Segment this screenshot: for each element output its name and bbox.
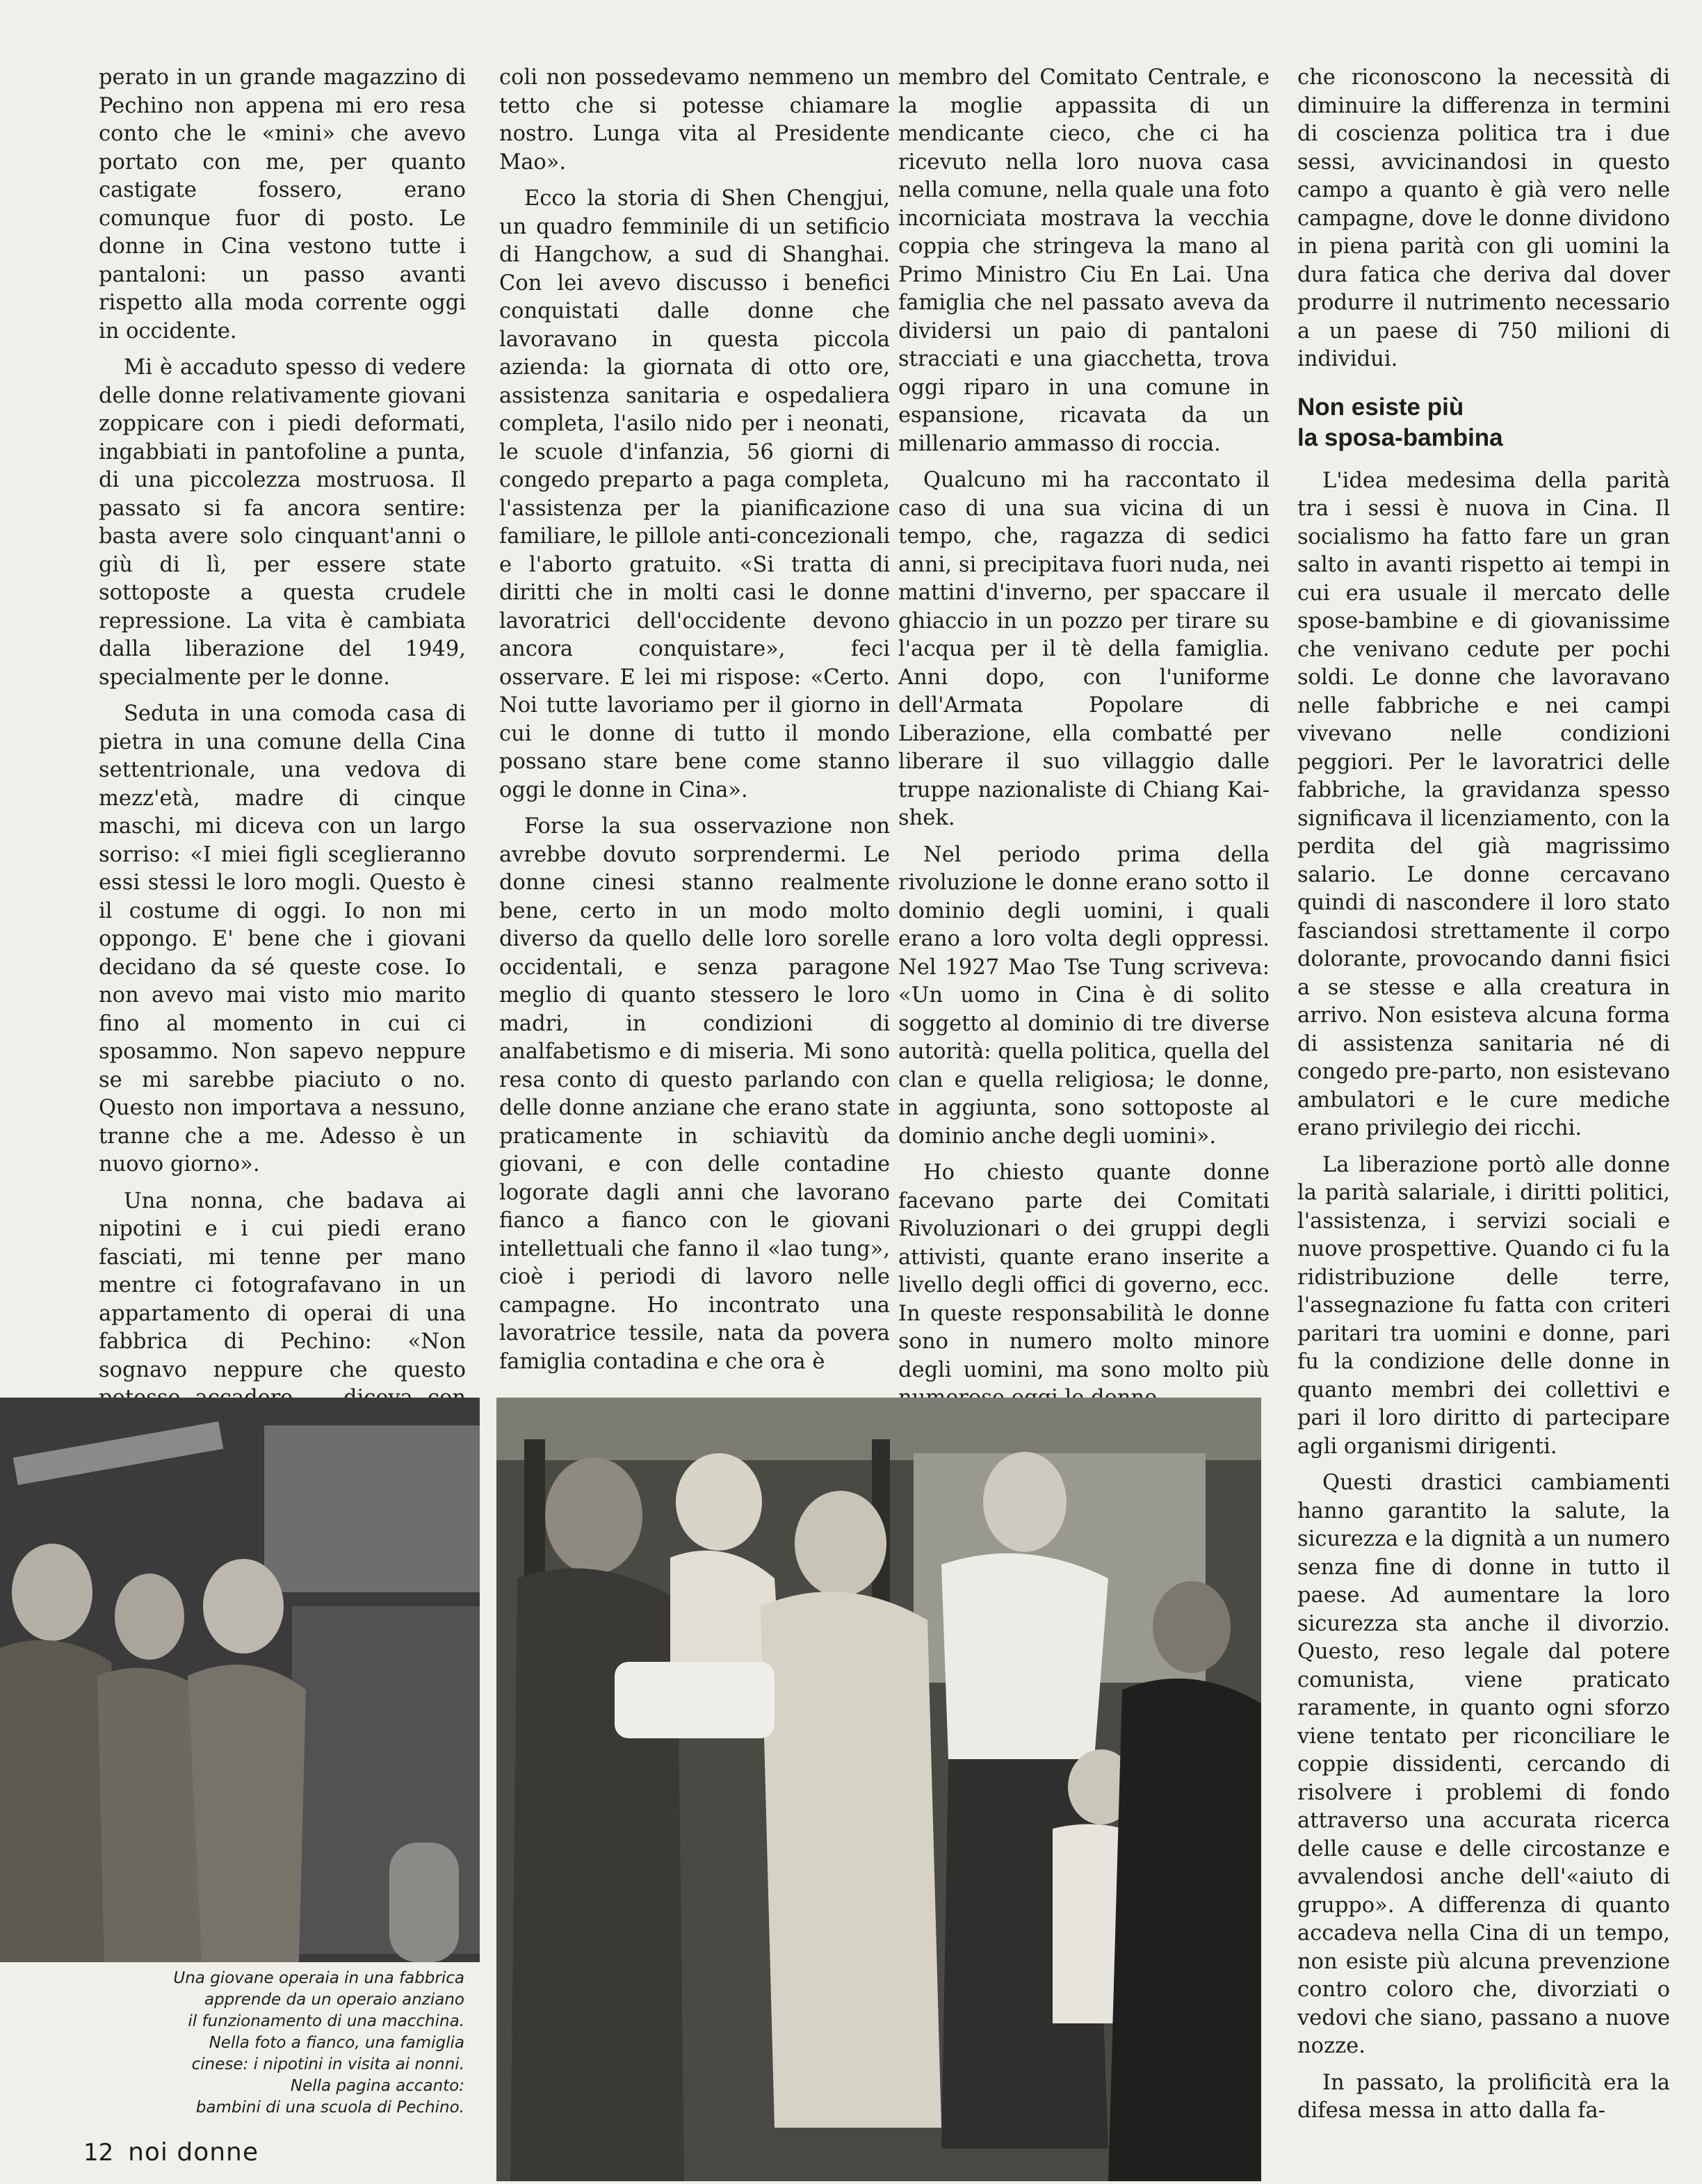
- article-column-1: [99, 64, 466, 1385]
- paragraph: Ho chiesto quante donne facevano parte dei Comitati Rivoluzionari o dei gruppi degli attivisti, quante erano inserite a livello degli offici di governo, ecc. In queste responsabilità le donne sono in numero molto minore degli uomini, ma sono molto più: [898, 1160, 1270, 1382]
- paragraph: membro del Comitato Centrale, e la moglie appassita di un mendicante cieco, che ci ha ricevuto nella loro nuova casa nella comune, nella quale una foto incorniciata mostrava la vecchia coppia che stringeva la mano al Primo Ministro Ciu En Lai. Una famiglia che nel passato aveva da dividersi un paio di pantaloni stracciati e una giacchetta, trova oggi riparo in una comune in espansione, ricavata da un millenario ammasso di roccia.: [898, 65, 1270, 456]
- paragraph: coli non possedevamo nemmeno un tetto che si potesse chiamare nostro. Lunga vita al Presidente Mao».: [499, 65, 890, 175]
- paragraph: Forse la sua osservazione non avrebbe dovuto sorprendermi. Le donne cinesi stanno realmente bene, certo in un modo molto diverso da quello delle loro sorelle occidentali, e senza paragone meglio di quanto stessero le loro madri, in condizioni di analfabetismo e di miseria. Mi sono resa conto di questo parlando con delle donne anziane che erano state praticamente in schiavitù da giovani, e con delle contadine logorate dagli anni che lavorano fianco a fianco con le giovani intellettuali che fanno il «lao tung», cioè i periodi di lavoro nelle campagne. Ho incontrato una lavoratrice tessile, nata da povera famiglia contadina e che ora è: [499, 814, 890, 1374]
- paragraph: L'idea medesima della parità tra i sessi è nuova in Cina. Il socialismo ha fatto fare un gran salto in avanti rispetto ai tempi in cui era usuale il mercato delle spose-bambine e di giovanissime che venivano cedute per pochi soldi. Le donne che lavoravano nelle fabbriche e nei campi vivevano nelle condizioni peggiori. Per le lavoratrici delle fabbriche, la gravidanza spesso significava il licenziamento, con la perdita del già magrissimo salario. Le donne cercavano quindi di nascondere il loro stato fasciandosi strettamente il corpo dolorante, provocando danni fisici a se stesse e alla creatura in arrivo. Non esisteva alcuna forma di assistenza sanitaria né di congedo pre-parto, non esistevano ambulatori e le cure mediche erano privilegio dei ricchi.: [1297, 468, 1670, 1140]
- paragraph: Qualcuno mi ha raccontato il caso di una sua vicina di un tempo, che, ragazza di sedici anni, si precipitava fuori nuda, nei mattini d'inverno, per spaccare il ghiaccio in un pozzo per tirare su l'acqua per il tè della famiglia. Anni dopo, con l'uniforme dell'Armata Popolare di Liberazione, ella combatté per liberare il suo villaggio dalle truppe nazionaliste di Chiang Kai-shek.: [898, 468, 1270, 830]
- paragraph: che riconoscono la necessità di diminuire la differenza in termini di coscienza politica tra i due sessi, avvicinandosi in questo campo a quanto è già vero nelle campagne, dove le donne dividono in piena parità con gli uomini la dura fatica che deriva dal dover produrre il nutrimento necessario a un paese di 750 milioni di individui.: [1297, 65, 1670, 371]
- photo-family-visit: [496, 1398, 1261, 2181]
- paragraph: Mi è accaduto spesso di vedere delle donne relativamente giovani zoppicare con i piedi deformati, ingabbiati in pantofoline a punta, di una piccolezza mostruosa. Il passato si fa ancora sentire: basta avere solo cinquant'anni o giù di lì, per essere state sottoposte a questa crudele repressione. La vita è cambiata dalla liberazione del 1949, specialmente per le donne.: [99, 355, 466, 690]
- page-number: 12: [83, 2139, 114, 2167]
- caption-line: Nella foto a fianco, una famiglia: [209, 2034, 464, 2052]
- subheading-line-1: Non esiste più: [1297, 393, 1464, 421]
- article-column-3: [898, 64, 1270, 1385]
- subheading-line-2: la sposa-bambina: [1297, 423, 1503, 451]
- caption-line: cinese: i nipotini in visita ai nonni.: [191, 2055, 464, 2073]
- article-column-2: [499, 64, 890, 1385]
- caption-line: Nella pagina accanto:: [290, 2077, 464, 2095]
- paragraph: La liberazione portò alle donne la parità salariale, i diritti politici, l'assistenza, i servizi sociali e nuove prospettive. Quando ci fu la ridistribuzione delle terre, l'assegnazione fu fatta con criteri paritari tra uomini e donne, pari fu la condizione delle donne in quanto membri dei collettivi e pari il loro diritto di partecipare agli organismi dirigenti.: [1297, 1152, 1670, 1459]
- paragraph: Nel periodo prima della rivoluzione le donne erano sotto il dominio degli uomini, i quali erano a loro volta degli oppressi. Nel 1927 Mao Tse Tung scriveva: «Un uomo in Cina è di solito soggetto al dominio di tre diverse autorità: quella politica, quella del clan e quella religiosa; le donne, in aggiunta, sono sottoposte al dominio anche degli uomini».: [898, 842, 1270, 1149]
- photo-caption: [75, 1968, 464, 2119]
- page-footer: [83, 2138, 259, 2167]
- magazine-logo: noi donne: [128, 2138, 259, 2167]
- photo-factory-workers: [0, 1398, 480, 1962]
- section-subheading: [1297, 392, 1670, 453]
- caption-line: il funzionamento di una macchina.: [188, 2012, 464, 2030]
- photo-factory-workers-art: [0, 1398, 480, 1962]
- paragraph: Una nonna, che badava ai nipotini e i cui piedi erano fasciati, mi tenne per mano mentre ci fotografavano in un appartamento di operai di una fabbrica di Pechino: «Non sognavo neppure che questo: [99, 1188, 466, 1382]
- article-column-4: [1297, 64, 1670, 2171]
- paragraph: In passato, la prolificità era la difesa messa in atto dalla fa-: [1297, 2070, 1670, 2123]
- paragraph: Ecco la storia di Shen Chengjui, un quadro femminile di un setificio di Hangchow, a sud di Shanghai. Con lei avevo discusso i benefici conquistati dalle donne che lavoravano in questa piccola azienda: la giornata di otto ore, assistenza sanitaria e ospedaliera completa, l'asilo nido per i neonati, le scuole d'infanzia, 56 giorni di congedo preparto a paga completa, l'assistenza per la pianificazione familiare, le pillole anti-concezionali e l'aborto gratuito. «Si tratta di diritti che in molti casi le donne lavoratrici dell'occidente devono ancora conquistare», feci osservare. E lei mi rispose: «Certo. Noi tutte lavoriamo per il giorno in cui le donne di tutto il mondo possano stare bene come stanno oggi le donne in Cina».: [499, 186, 890, 802]
- paragraph: Questi drastici cambiamenti hanno garantito la salute, la sicurezza e la dignità a un numero senza fine di donne in tutto il paese. Ad aumentare la loro sicurezza sta anche il divorzio. Questo, reso legale dal potere comunista, viene praticato raramente, in quanto ogni sforzo viene tentato per riconciliare le coppie dissidenti, cercando di risolvere i problemi di fondo attraverso una accurata ricerca delle cause e delle circostanze e avvalendosi anche dell'«aiuto di gruppo». A differenza di quanto accadeva nella Cina di un tempo, non esiste più alcuna prevenzione contro coloro che, divorziati o vedovi che siano, passano a nuove nozze.: [1297, 1471, 1670, 2058]
- caption-line: apprende da un operaio anziano: [204, 1991, 464, 2009]
- caption-line: bambini di una scuola di Pechino.: [195, 2098, 464, 2117]
- caption-line: Una giovane operaia in una fabbrica: [173, 1969, 464, 1987]
- paragraph: Seduta in una comoda casa di pietra in una comune della Cina settentrionale, una vedova di mezz'età, madre di cinque maschi, mi diceva con un largo sorriso: «I miei figli sceglieranno essi stessi le loro mogli. Questo è il costume di oggi. Io non mi oppongo. E' bene che i giovani decidano da sé queste cose. Io non avevo mai visto mio marito fino al momento in cui ci sposammo. Non sapevo neppure se mi sarebbe piaciuto o no. Questo non importava a nessuno, tranne che a me. Adesso è un nuovo giorno».: [99, 702, 466, 1176]
- paragraph: perato in un grande magazzino di Pechino non appena mi ero resa conto che le «mini» che avevo portato con me, per quanto castigate fossero, erano comunque fuor di posto. Le donne in Cina vestono tutte i pantaloni: un passo avanti rispetto alla moda corrente oggi in occidente.: [99, 65, 466, 343]
- photo-family-visit-art: [496, 1398, 1261, 2181]
